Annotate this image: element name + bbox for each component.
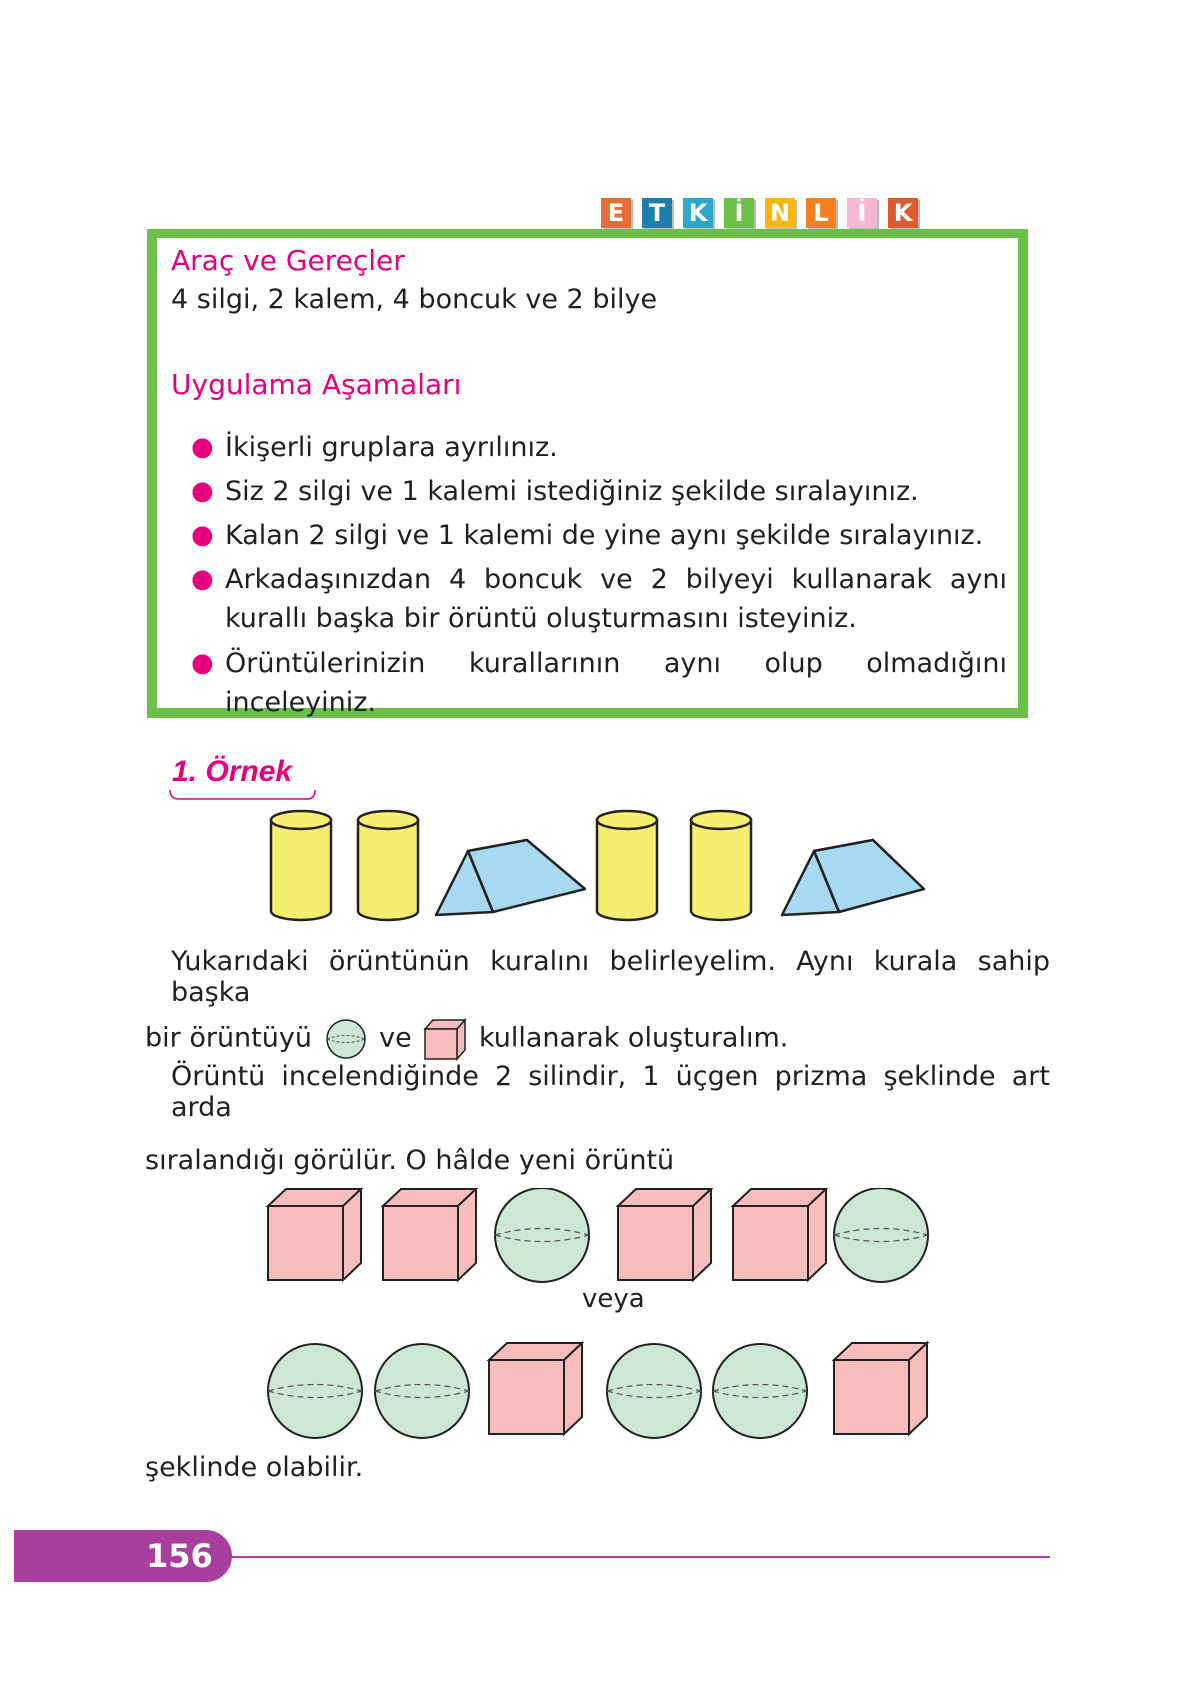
para2-line2: sıralandığı görülür. O hâlde yeni örüntü	[145, 1145, 675, 1176]
cylinder-shape	[597, 811, 657, 920]
bullet-icon: ●	[191, 564, 214, 594]
bullet-icon: ●	[191, 476, 214, 506]
list-item: ● Örüntülerinizin kurallarının aynı olup olmadığını inceleyiniz.	[187, 644, 1007, 722]
materials-title: Araç ve Gereçler	[171, 244, 405, 277]
cylinder-shape	[358, 811, 418, 920]
banner-letter: E	[601, 198, 631, 228]
cube-shape	[268, 1189, 361, 1280]
cube-icon	[420, 1016, 470, 1062]
banner-letter: İ	[724, 198, 754, 228]
pattern-cylinders-prisms	[0, 806, 1190, 946]
sphere-shape	[713, 1344, 807, 1438]
materials-text: 4 silgi, 2 kalem, 4 boncuk ve 2 bilye	[171, 284, 658, 315]
banner-letter: L	[806, 198, 836, 228]
para1-text: kullanarak oluşturalım.	[478, 1022, 789, 1054]
sphere-shape	[268, 1344, 362, 1438]
etkinlik-banner	[601, 198, 929, 228]
steps-title: Uygulama Aşamaları	[171, 368, 462, 401]
pattern-spheres-cubes	[0, 1340, 1190, 1450]
list-item: ● İkişerli gruplara ayrılınız.	[187, 428, 1007, 467]
activity-box	[147, 229, 1028, 718]
para2-line1: Örüntü incelendiğinde 2 silindir, 1 üçgen prizma şeklinde art arda	[171, 1061, 1050, 1123]
banner-letter: İ	[847, 198, 877, 228]
paragraph-rule	[145, 946, 1050, 1062]
triangular-prism-shape	[782, 840, 924, 915]
banner-letter: K	[888, 198, 918, 228]
cylinder-shape	[691, 811, 751, 920]
sphere-icon	[321, 1018, 371, 1060]
pattern-cubes-spheres	[0, 1188, 1190, 1298]
or-label: veya	[582, 1284, 645, 1314]
sphere-shape	[495, 1188, 589, 1282]
bullet-icon: ●	[191, 520, 214, 550]
banner-letter: T	[642, 198, 672, 228]
sphere-shape	[375, 1344, 469, 1438]
steps-list	[187, 428, 1007, 727]
triangular-prism-shape	[436, 840, 585, 915]
list-item: ● Arkadaşınızdan 4 boncuk ve 2 bilyeyi kullanarak aynı kurallı başka bir örüntü oluşturmasını isteyiniz.	[187, 560, 1007, 638]
cube-shape	[733, 1189, 826, 1280]
sphere-shape	[834, 1188, 928, 1282]
example-underline	[169, 789, 319, 803]
banner-letter: N	[765, 198, 795, 228]
sphere-shape	[607, 1344, 701, 1438]
cube-shape	[489, 1343, 582, 1434]
conclusion-text: şeklinde olabilir.	[145, 1452, 364, 1483]
example-heading	[172, 755, 292, 789]
cube-shape	[618, 1189, 711, 1280]
bullet-icon: ●	[191, 648, 214, 678]
page-number: 156	[146, 1537, 213, 1575]
paragraph-observation	[145, 1061, 1050, 1176]
cube-shape	[834, 1343, 927, 1434]
example-title: 1. Örnek	[172, 755, 293, 788]
footer-divider	[232, 1556, 1050, 1558]
para1-text: ve	[379, 1022, 412, 1054]
cylinder-shape	[271, 811, 331, 920]
list-item: ● Siz 2 silgi ve 1 kalemi istediğiniz şekilde sıralayınız.	[187, 472, 1007, 511]
para1-text: bir örüntüyü	[145, 1022, 312, 1054]
cube-shape	[383, 1189, 476, 1280]
para1-line1: Yukarıdaki örüntünün kuralını belirleyelim. Aynı kurala sahip başka	[171, 946, 1050, 1008]
banner-letter: K	[683, 198, 713, 228]
list-item: ● Kalan 2 silgi ve 1 kalemi de yine aynı şekilde sıralayınız.	[187, 516, 1007, 555]
bullet-icon: ●	[191, 432, 214, 462]
